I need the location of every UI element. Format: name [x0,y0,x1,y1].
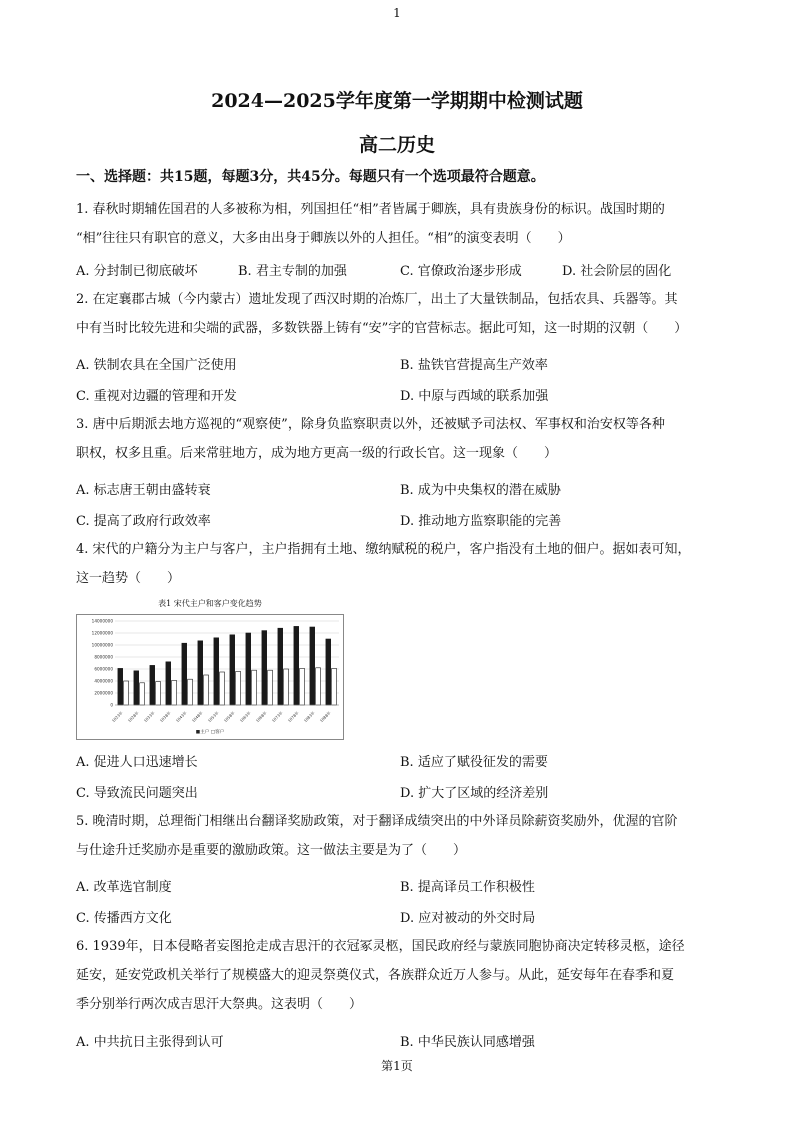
option-a[interactable]: A. 中共抗日主张得到认可 [76,1035,224,1050]
x-tick-label: 1088年 [318,710,332,724]
y-tick-label: 10000000 [91,642,113,648]
bar-kehu [156,682,161,705]
x-tick-label: 1053年 [206,710,220,724]
x-tick-label: 1073年 [270,710,284,724]
bar-zhuhu [230,635,235,705]
option-d[interactable]: D. 社会阶层的固化 [562,264,672,279]
bar-zhuhu [294,626,299,705]
x-tick-label: 1038年 [158,710,172,724]
bar-kehu [220,672,225,705]
option-c[interactable]: C. 传播西方文化 [76,911,172,926]
option-d[interactable]: D. 应对被动的外交时局 [400,911,536,926]
option-a[interactable]: A. 标志唐王朝由盛转衰 [76,483,211,498]
question-4 [76,535,724,593]
bar-kehu [140,683,145,705]
question-line: 职权，权多且重。后来常驻地方，成为地方更高一级的行政长官。这一现象（ ） [76,446,558,461]
bar-kehu [284,669,289,705]
section-heading: 一、选择题：共15题，每题3分，共45分。每题只有一个选项最符合题意。 [76,169,545,185]
question-line: 季分别举行两次成吉思汗大祭典。这表明（ ） [76,997,363,1012]
y-tick-label: 12000000 [91,630,113,636]
option-c[interactable]: C. 导致流民问题突出 [76,786,198,801]
bar-zhuhu [150,665,155,705]
y-tick-label: 0 [110,702,113,708]
bar-kehu [268,670,273,705]
chart-frame [76,614,344,740]
x-tick-label: 1023年 [110,710,124,724]
option-a[interactable]: A. 促进人口迅速增长 [76,755,198,770]
x-tick-label: 1068年 [254,710,268,724]
question-line: 5. 晚清时期，总理衙门相继出台翻译奖励政策，对于翻译成绩突出的中外译员除薪资奖励外，优渥的官阶 [76,814,678,829]
option-c[interactable]: C. 官僚政治逐步形成 [400,264,522,279]
question-line: 延安，延安党政机关举行了规模盛大的迎灵祭奠仪式，各族群众近万人参与。从此，延安每年在春季和夏 [76,968,675,983]
question-line: 这一趋势（ ） [76,571,181,586]
x-tick-label: 1058年 [222,710,236,724]
x-tick-label: 1078年 [286,710,300,724]
x-tick-label: 1048年 [190,710,204,724]
question-line: 1. 春秋时期辅佐国君的人多被称为相，列国担任“相”者皆属于卿族，具有贵族身份的标识。战国时期的 [76,202,665,217]
option-b[interactable]: B. 中华民族认同感增强 [400,1035,535,1050]
bar-kehu [316,668,321,705]
option-a[interactable]: A. 改革选官制度 [76,880,172,895]
question-line: 中有当时比较先进和尖端的武器，多数铁器上铸有“安”字的官营标志。据此可知，这一时期的汉朝（ ） [76,321,688,336]
bar-zhuhu [262,631,267,705]
option-b[interactable]: B. 提高译员工作积极性 [400,880,535,895]
option-b[interactable]: B. 适应了赋役征发的需要 [400,755,548,770]
option-b[interactable]: B. 成为中央集权的潜在威胁 [400,483,561,498]
y-tick-label: 8000000 [94,654,113,660]
bar-kehu [332,668,337,705]
question-line: “相”往往只有职官的意义，大多由出身于卿族以外的人担任。“相”的演变表明（ ） [76,231,571,246]
bar-kehu [300,668,305,705]
bar-kehu [204,675,209,705]
question-line: 与仕途升迁奖励亦是重要的激励政策。这一做法主要是为了（ ） [76,843,467,858]
bar-zhuhu [246,633,251,705]
option-a[interactable]: A. 分封制已彻底破坏 [76,264,198,279]
bar-zhuhu [310,627,315,705]
question-line: 4. 宋代的户籍分为主户与客户，主户指拥有土地、缴纳赋税的税户，客户指没有土地的佃户。据如表可知， [76,542,691,557]
bar-zhuhu [118,668,123,705]
bar-zhuhu [198,641,203,705]
question-5 [76,807,724,865]
option-c[interactable]: C. 重视对边疆的管理和开发 [76,389,237,404]
option-a[interactable]: A. 铁制农具在全国广泛使用 [76,358,237,373]
y-tick-label: 14000000 [91,618,113,624]
question-6 [76,932,724,1019]
y-tick-label: 4000000 [94,678,113,684]
bar-zhuhu [134,671,139,705]
option-c[interactable]: C. 提高了政府行政效率 [76,514,211,529]
bar-zhuhu [166,662,171,705]
question-1 [76,195,724,253]
bar-zhuhu [278,628,283,705]
x-tick-label: 1028年 [126,710,140,724]
bar-zhuhu [214,638,219,705]
bar-kehu [124,681,129,705]
chart-title: 表1 宋代主户和客户变化趋势 [158,599,262,608]
bar-kehu [172,680,177,705]
bar-kehu [252,670,257,705]
x-tick-label: 1033年 [142,710,156,724]
option-d[interactable]: D. 推动地方监察职能的完善 [400,514,562,529]
bar-chart [77,615,343,739]
question-line: 3. 唐中后期派去地方巡视的“观察使”，除身负监察职责以外，还被赋予司法权、军事权和治安权等各种 [76,417,665,432]
bar-zhuhu [182,643,187,705]
x-tick-label: 1063年 [238,710,252,724]
chart-legend: ■主户 □客户 [195,730,225,735]
question-3 [76,410,724,468]
option-b[interactable]: B. 盐铁官营提高生产效率 [400,358,548,373]
page-subtitle: 高二历史 [358,134,435,156]
chart-figure [74,598,346,740]
x-tick-label: 1043年 [174,710,188,724]
y-tick-label: 2000000 [94,690,113,696]
question-line: 2. 在定襄郡古城（今内蒙古）遗址发现了西汉时期的冶炼厂，出土了大量铁制品，包括农具、兵器等。其 [76,292,678,307]
option-d[interactable]: D. 中原与西域的联系加强 [400,389,549,404]
question-line: 6. 1939年，日本侵略者妄图抢走成吉思汗的衣冠冢灵柩，国民政府经与蒙族同胞协商决定转移灵柩，途径 [76,939,685,954]
page-top-marker: 1 [393,6,401,20]
bar-zhuhu [326,639,331,705]
option-d[interactable]: D. 扩大了区域的经济差别 [400,786,549,801]
question-2 [76,285,724,343]
bar-kehu [236,671,241,705]
bar-kehu [188,679,193,705]
page-footer: 第1页 [381,1059,413,1073]
y-tick-label: 6000000 [94,666,113,672]
x-tick-label: 1083年 [302,710,316,724]
option-b[interactable]: B. 君主专制的加强 [238,264,347,279]
page-title: 2024—2025学年度第一学期期中检测试题 [211,90,583,112]
